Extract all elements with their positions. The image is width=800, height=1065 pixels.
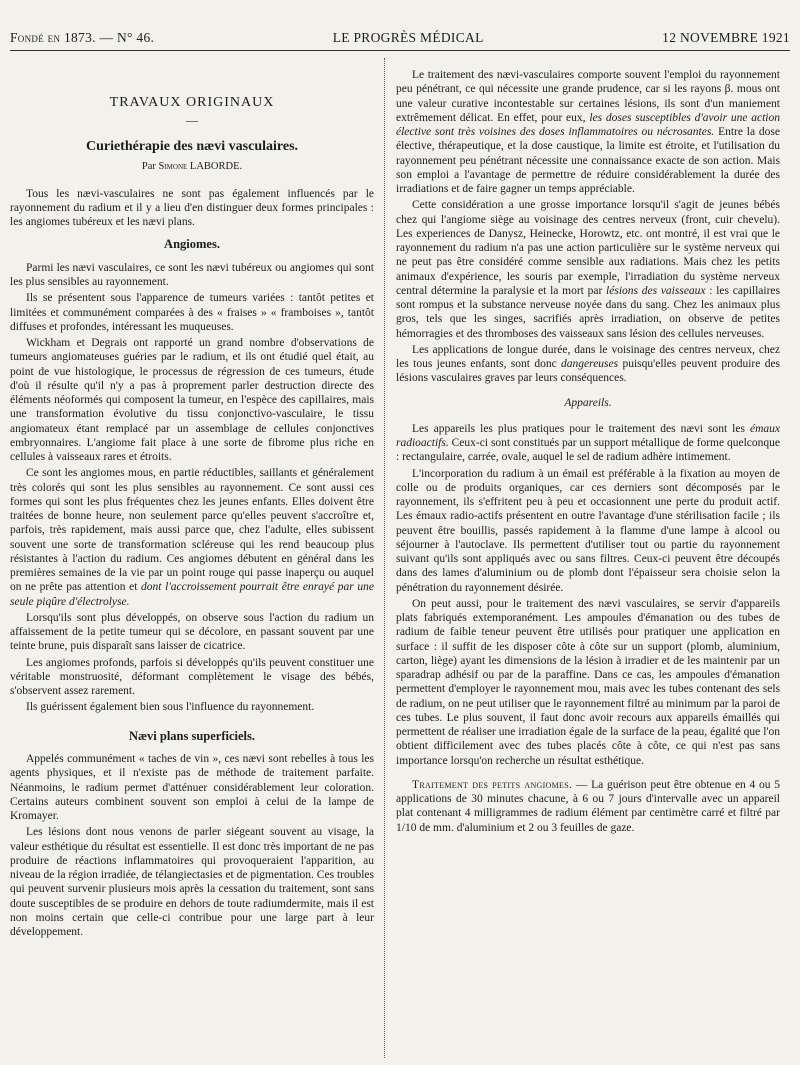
- paragraph-text: Le traitement des nævi-vasculaires comporte souvent l'emploi du rayonnement peu pénétrant, ce qui nécessite une grande prudence, car si les rayons β. mous ont une valeur curative incontestable sur certaines lésions, ils sont d'un maniement extrêmement délicat. En effet, pour eux,: [396, 69, 780, 124]
- paragraph: [396, 198, 780, 341]
- italic-text: émaux radioactifs.: [396, 422, 780, 449]
- paragraph-text: Les appareils les plus pratiques pour le traitement des nævi sont les: [412, 422, 745, 435]
- running-header: [10, 30, 790, 46]
- italic-text: dangereuses: [561, 358, 619, 370]
- article-title: Curiethérapie des nævi vasculaires.: [85, 139, 299, 155]
- italic-text: les doses susceptibles d'avoir une action élective sont très voisines des doses inflammatoires ou nécrosantes.: [396, 111, 781, 138]
- run-in-heading: Traitement des petits angiomes.: [412, 778, 573, 791]
- paragraph: [396, 422, 780, 465]
- italic-text: lésions des vaisseaux: [606, 284, 706, 297]
- subheading-appareils: Appareils.: [564, 396, 612, 409]
- paragraph: Les angiomes profonds, parfois si développés qu'ils peuvent constituer une véritable monstruosité, déformant complètement le visage des bébés, s'observent assez rarement.: [10, 656, 374, 698]
- italic-text: dont l'accroissement pourrait être enrayé par une seule piqûre d'électrolyse.: [10, 581, 374, 608]
- spacer: [396, 770, 780, 778]
- author-prefix: Par: [141, 160, 156, 172]
- paragraph: [396, 68, 780, 196]
- paragraph: Lorsqu'ils sont plus développés, on observe sous l'action du radium un affaissement de la petite tumeur qui se décolore, en passant souvent par une teinte brune, puis disparaît sans laisser de cicatrice.: [10, 611, 374, 653]
- paragraph-text: Cette considération a une grosse importance lorsqu'il s'agit de jeunes bébés chez qui l'angiome siège au voisinage des centres nerveux (front, cuir chevelu). Les experiences de Danysz, Heinecke, Horowtz, etc. ont montré, il est vrai que le rayonnement du radium n'a pas une action particulière sur le système nerveux qui ne peut pas être considéré comme sensible aux radiations. Mais chez les petits animaux d'expérience, les souris par exemple, l'irradiation du système nerveux central détermine la paralysie et la mort par: [396, 199, 780, 297]
- column-divider: [384, 58, 385, 1058]
- right-column: [396, 68, 780, 837]
- paragraph: Appelés communément « taches de vin », ces nævi sont rebelles à tous les agents physiques, et il n'existe pas de méthode de traitement parfaite. Néanmoins, le radium permet d'atténuer considérablement leur coloration. Certains auteurs combinent souvent son emploi à celui de la lampe de Kromayer.: [10, 753, 374, 823]
- paragraph: [10, 466, 374, 609]
- paragraph-text: — La guérison peut être obtenue en 4 ou 5 applications de 30 minutes chacune, à 6 ou 7 jours d'intervalle avec un appareil plat contenant 4 milligrammes de radium élément par centimètre carré et filtré par 1/10 de mm. d'aluminium et 2 ou 3 feuilles de gaze.: [396, 778, 780, 834]
- paragraph-text: puisqu'elles peuvent produire des lésions vasculaires graves par leurs conséquences.: [396, 358, 781, 385]
- paragraph: On peut aussi, pour le traitement des nævi vasculaires, se servir d'appareils plats fabriqués extemporanément. Les ampoules d'émanation ou des tubes de radium de faible teneur peuvent être utilisés pour pratiquer une application en surface : il suffit de les disposer côte à côte sur un support (plomb, aluminium, carton, liège) ayant les dimensions de la lésion à irradier et de les maintenir par un sparadrap adhésif ou par de la paraffine. Dans ce cas, les ampoules d'émanation permettent d'employer le rayonnement mou, mais avec les tubes contenant des sels de radium, on ne peut utiliser que le rayonnement filtré au minimum par la paroi de ces tubes. Le plus souvent, il faut donc avoir recours aux appareils émaillés qui permettent de réaliser une irradiation égale de la surface de la peau, égalité que l'on obtient difficilement avec des tubes placés côte à côte, ce qui n'est pas sans importance lorsqu'on recherche un résultat esthétique.: [396, 597, 780, 767]
- paragraph: Ils guérissent également bien sous l'influence du rayonnement.: [26, 701, 315, 714]
- paragraph-text: Entre la dose élective, thérapeutique, et la dose caustique, la limite est étroite, et l'utilisation du rayonnement peu pénétrant nécessite une connaissance exacte de son action. Mais son emploi a l'avantage de permettre de réduire considérablement la durée des irradiations et de faire gagner un temps appréciable.: [396, 126, 781, 195]
- paragraph: Parmi les nævi vasculaires, ce sont les nævi tubéreux ou angiomes qui sont les plus sensibles au rayonnement.: [10, 261, 374, 289]
- paragraph: L'incorporation du radium à un émail est préférable à la fixation au moyen de colle ou de produits organiques, car ces derniers sont décomposés par le rayonnement, ils s'effritent peu à peu et occasionnent une perte du produit actif. Les émaux radio-actifs présentent en outre l'avantage d'une stérilisation facile ; ils peuvent être bouillis, passés rapidement à la flamme d'une lampe à alcool ou séjourner à l'autoclave. Ils permettent d'utiliser tout ou partie du rayonnement suivant qu'ils sont appliqués avec ou sans filtres. Ceux-ci peuvent être découpés dans des lames d'aluminium ou de plomb dont l'épaisseur sera choisie selon la pénétration du rayonnement désirée.: [396, 467, 780, 594]
- paragraph: Ils se présentent sous l'apparence de tumeurs variées : tantôt petites et limitées et communément comparées à des « fraises » « framboises », tantôt diffuses et profondes, intéressant les muqueuses.: [10, 292, 374, 333]
- paragraph: [396, 778, 780, 835]
- paragraph: [396, 343, 780, 386]
- author-line: [10, 160, 374, 173]
- journal-title: LE PROGRÈS MÉDICAL: [332, 30, 484, 45]
- paragraph-text: : les capillaires sont rompus et la substance nerveuse noyée dans du sang. Chez les animaux plus gros, tels que les singes, sacrifiés après irradiation, on observe de petites hémorragies et des thromboses des vaisseaux sans lésion des cellules nerveuses.: [396, 284, 780, 340]
- paragraph-text: Ceux-ci sont constitués par un support métallique de forme quelconque : rectangulaire, carrée, ovale, auquel le sel de radium adhère intimement.: [396, 437, 780, 464]
- paragraph-text: Les applications de longue durée, dans le voisinage des centres nerveux, chez les tous jeunes enfants, sont donc: [396, 343, 780, 370]
- header-date: 12 NOVEMBRE 1921: [662, 30, 790, 45]
- paragraph: Wickham et Degrais ont rapporté un grand nombre d'observations de tumeurs angiomateuses guéries par le radium, et ils ont étudié quel était, au point de vue histologique, le processus de régression de ces tumeurs, étude d'où il résulte qu'il n'y a pas à proprement parler destruction directe des éléments néoformés qui composent la tumeur, en l'espèce des capillaires, mais une transformation évolutive du tissu conjonctivo-vasculaire, le tissu angiomateux étant remplacé par un assemblage de cellules conjonctives embryonnaires. L'angiome fait place à une sorte de fibrome plus riche en cellules à vaisseaux rares et étroits.: [10, 337, 374, 464]
- paragraph-text: Ce sont les angiomes mous, en partie réductibles, saillants et généralement très colorés qui sont les plus sensibles au rayonnement. Ce sont aussi ces formes qui sont les plus fréquentes chez les jeunes enfants. Elles doivent être traitées de bonne heure, non seulement parce qu'elles peuvent s'accroître et, parfois, très rapidement, mais aussi parce que, chez l'adulte, elles subissent souvent une sorte de transformation scléreuse qui les rend beaucoup plus résistantes à l'action du radium. Ces angiomes débutent en général dans les premières semaines de la vie par un point rouge qui passe inaperçu ou auquel on ne prête pas attention et: [10, 467, 374, 594]
- section-heading: TRAVAUX ORIGINAUX: [109, 95, 275, 110]
- left-column: [10, 68, 374, 941]
- paragraph: Les lésions dont nous venons de parler siégeant souvent au visage, la valeur esthétique du résultat est essentielle. Il est donc très important de ne pas produire de réactions inflammatoires qui provoqueraient l'apparition, au niveau de la région irradiée, de télangiectasies et de pigmentation. Ces troubles qui peuvent survenir plusieurs mois après la cessation du traitement, sont sans doute susceptibles de se produire en dehors de toute radiumdermite, mais il est non moins certain que celle-ci contribue pour une large part à leur développement.: [10, 826, 374, 939]
- author-name: Simone LABORDE.: [158, 160, 243, 172]
- intro-paragraph: Tous les nævi-vasculaires ne sont pas également influencés par le rayonnement du radium et il y a lieu d'en distinguer deux formes principales : les angiomes tubéreux et les nævi plans.: [10, 187, 374, 229]
- subheading-naevi-plans: Nævi plans superficiels.: [128, 728, 256, 743]
- header-rule: [10, 50, 790, 51]
- header-founded: Fondé en 1873. — N° 46.: [10, 30, 155, 45]
- subheading-angiomes: Angiomes.: [164, 237, 220, 252]
- section-dash: —: [186, 113, 198, 128]
